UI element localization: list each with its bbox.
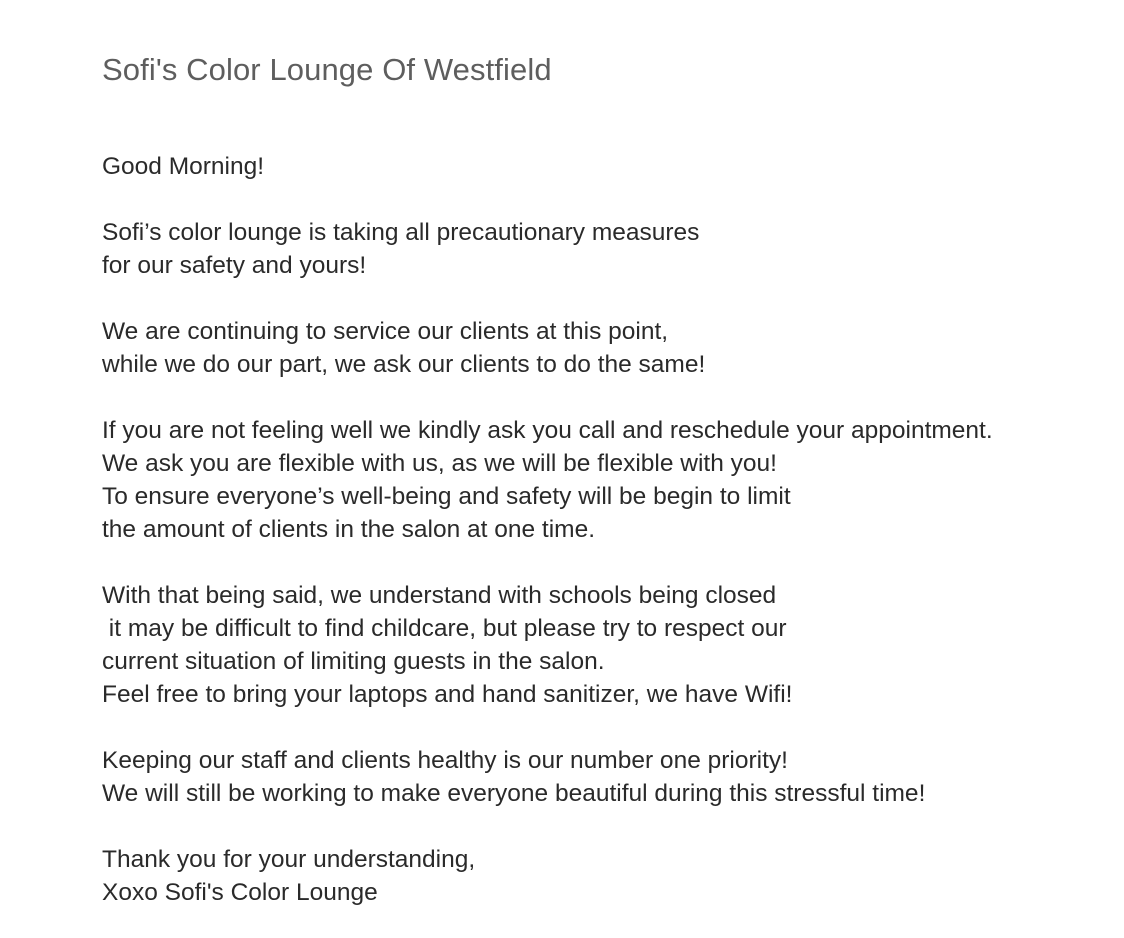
text-line: for our safety and yours!	[102, 252, 367, 279]
text-line: current situation of limiting guests in the salon.	[102, 648, 605, 675]
paragraph-signoff	[102, 843, 1112, 909]
text-line: We ask you are flexible with us, as we will be flexible with you!	[102, 450, 777, 477]
paragraph-servicing	[102, 315, 1112, 381]
text-line: To ensure everyone’s well-being and safety will be begin to limit	[102, 483, 791, 510]
text-line: Keeping our staff and clients healthy is our number one priority!	[102, 747, 788, 774]
text-line: With that being said, we understand with schools being closed	[102, 582, 777, 609]
text-line: it may be difficult to find childcare, but please try to respect our	[102, 615, 787, 642]
paragraph-childcare	[102, 579, 1112, 711]
signature-line: Xoxo Sofi's Color Lounge	[102, 879, 378, 906]
text-line: We will still be working to make everyone beautiful during this stressful time!	[102, 780, 926, 807]
text-line: Thank you for your understanding,	[102, 846, 476, 873]
paragraph-reschedule	[102, 414, 1112, 546]
note-body[interactable]	[102, 150, 1112, 938]
paragraph-greeting	[102, 150, 1112, 183]
paragraph-priority	[102, 744, 1112, 810]
text-line: We are continuing to service our clients at this point,	[102, 318, 669, 345]
note-title: Sofi's Color Lounge Of Westfield	[102, 52, 552, 87]
paragraph-precautions	[102, 216, 1112, 282]
text-line: Feel free to bring your laptops and hand sanitizer, we have Wifi!	[102, 681, 793, 708]
text-line: Sofi’s color lounge is taking all precautionary measures	[102, 219, 700, 246]
text-line: while we do our part, we ask our clients to do the same!	[102, 351, 706, 378]
text-line: If you are not feeling well we kindly ask you call and reschedule your appointment.	[102, 417, 993, 444]
text-line: the amount of clients in the salon at one time.	[102, 516, 596, 543]
text-line: Good Morning!	[102, 153, 265, 180]
